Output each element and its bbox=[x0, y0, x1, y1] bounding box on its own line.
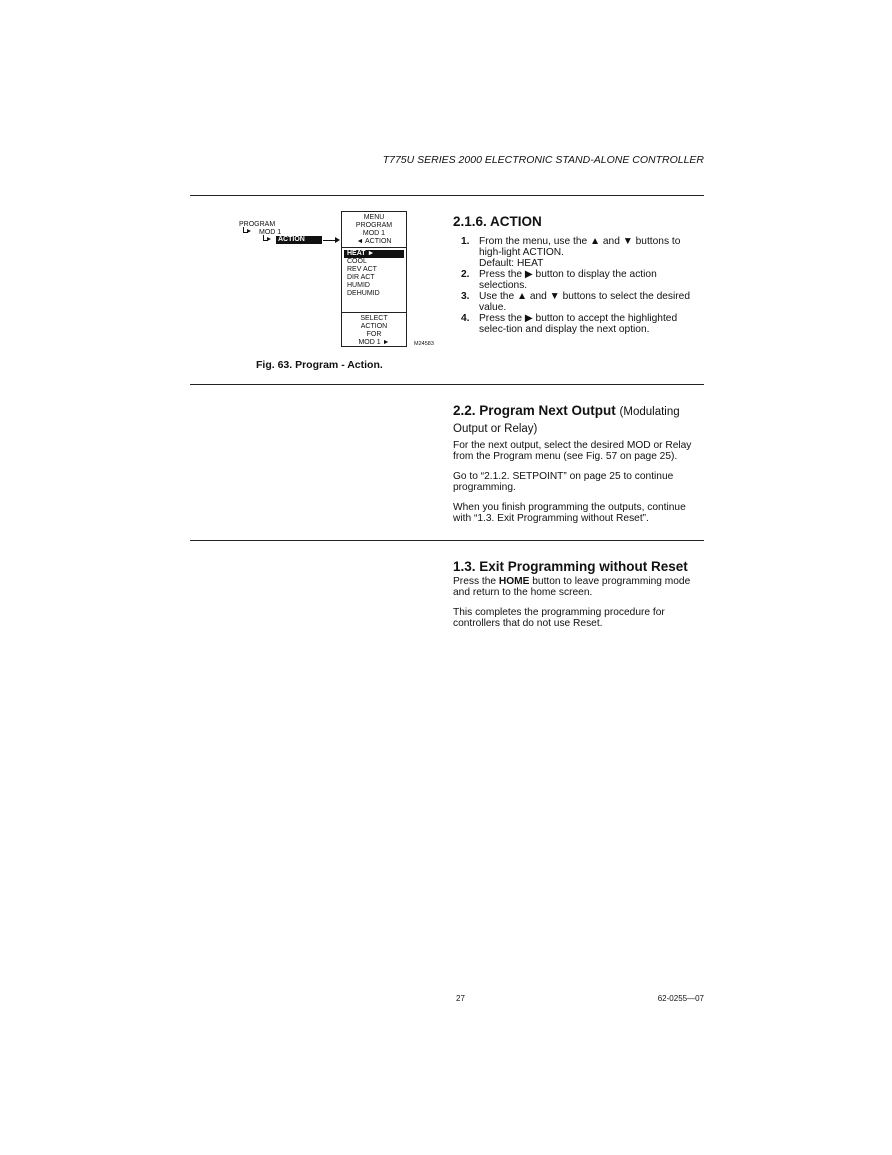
option-heat-selected: HEAT ► bbox=[344, 250, 404, 258]
screen-prompt: SELECT ACTION FOR MOD 1 ► bbox=[358, 315, 390, 346]
display-screen bbox=[341, 211, 407, 347]
tree-action-highlight: ACTION bbox=[276, 236, 322, 244]
step-2: 2. Press the ▶ button to display the action selections. bbox=[461, 269, 657, 291]
section-exit-programming bbox=[453, 559, 705, 638]
document-number: 62-0255—07 bbox=[657, 994, 704, 1003]
tree-arrow-icon bbox=[267, 237, 271, 241]
step-4: 4. Press the ▶ button to accept the highlighted selec-tion and display the next option. bbox=[461, 313, 678, 335]
pointer-arrow-icon bbox=[335, 237, 340, 243]
divider bbox=[190, 195, 704, 196]
paragraph: Press the HOME button to leave programming mode and return to the home screen. bbox=[453, 576, 691, 598]
tree-arrow-icon bbox=[247, 229, 251, 233]
figure-program-action bbox=[238, 210, 438, 350]
section-next-output bbox=[453, 403, 705, 533]
paragraph: For the next output, select the desired MOD or Relay from the Program menu (see Fig. 57 on page 25). bbox=[453, 440, 692, 462]
step-1: 1. From the menu, use the ▲ and ▼ buttons to high-light ACTION. bbox=[461, 236, 681, 258]
running-header: T775U SERIES 2000 ELECTRONIC STAND-ALONE CONTROLLER bbox=[382, 154, 704, 166]
section-heading: 2.2. Program Next Output (Modulating Output or Relay) bbox=[453, 403, 680, 435]
section-heading: 1.3. Exit Programming without Reset bbox=[453, 559, 688, 574]
screen-divider bbox=[342, 312, 406, 313]
option-dir-act: DIR ACT bbox=[347, 274, 375, 281]
screen-options-list bbox=[344, 250, 404, 298]
paragraph: When you finish programming the outputs, continue with “1.3. Exit Programming without Reset”. bbox=[453, 502, 686, 524]
figure-code: M24583 bbox=[414, 341, 434, 347]
paragraph: This completes the programming procedure for controllers that do not use Reset. bbox=[453, 607, 665, 629]
section-action bbox=[453, 214, 705, 335]
divider bbox=[190, 540, 704, 541]
divider bbox=[190, 384, 704, 385]
paragraph: Go to “2.1.2. SETPOINT” on page 25 to continue programming. bbox=[453, 471, 674, 493]
steps-list bbox=[453, 236, 705, 335]
option-dehumid: DEHUMID bbox=[347, 290, 380, 297]
screen-divider bbox=[342, 247, 406, 248]
figure-caption: Fig. 63. Program - Action. bbox=[256, 359, 383, 371]
screen-menu-path: MENU PROGRAM MOD 1 ◄ ACTION bbox=[355, 214, 393, 245]
step-3: 3. Use the ▲ and ▼ buttons to select the desired value. bbox=[461, 291, 691, 313]
step-default: Default: HEAT bbox=[479, 258, 544, 269]
page-number: 27 bbox=[456, 994, 465, 1003]
tree-mod1: MOD 1 bbox=[259, 229, 282, 236]
option-cool: COOL bbox=[347, 258, 367, 265]
tree-program: PROGRAM bbox=[239, 221, 276, 228]
section-heading: 2.1.6. ACTION bbox=[453, 214, 542, 229]
option-humid: HUMID bbox=[347, 282, 370, 289]
option-rev-act: REV ACT bbox=[347, 266, 377, 273]
